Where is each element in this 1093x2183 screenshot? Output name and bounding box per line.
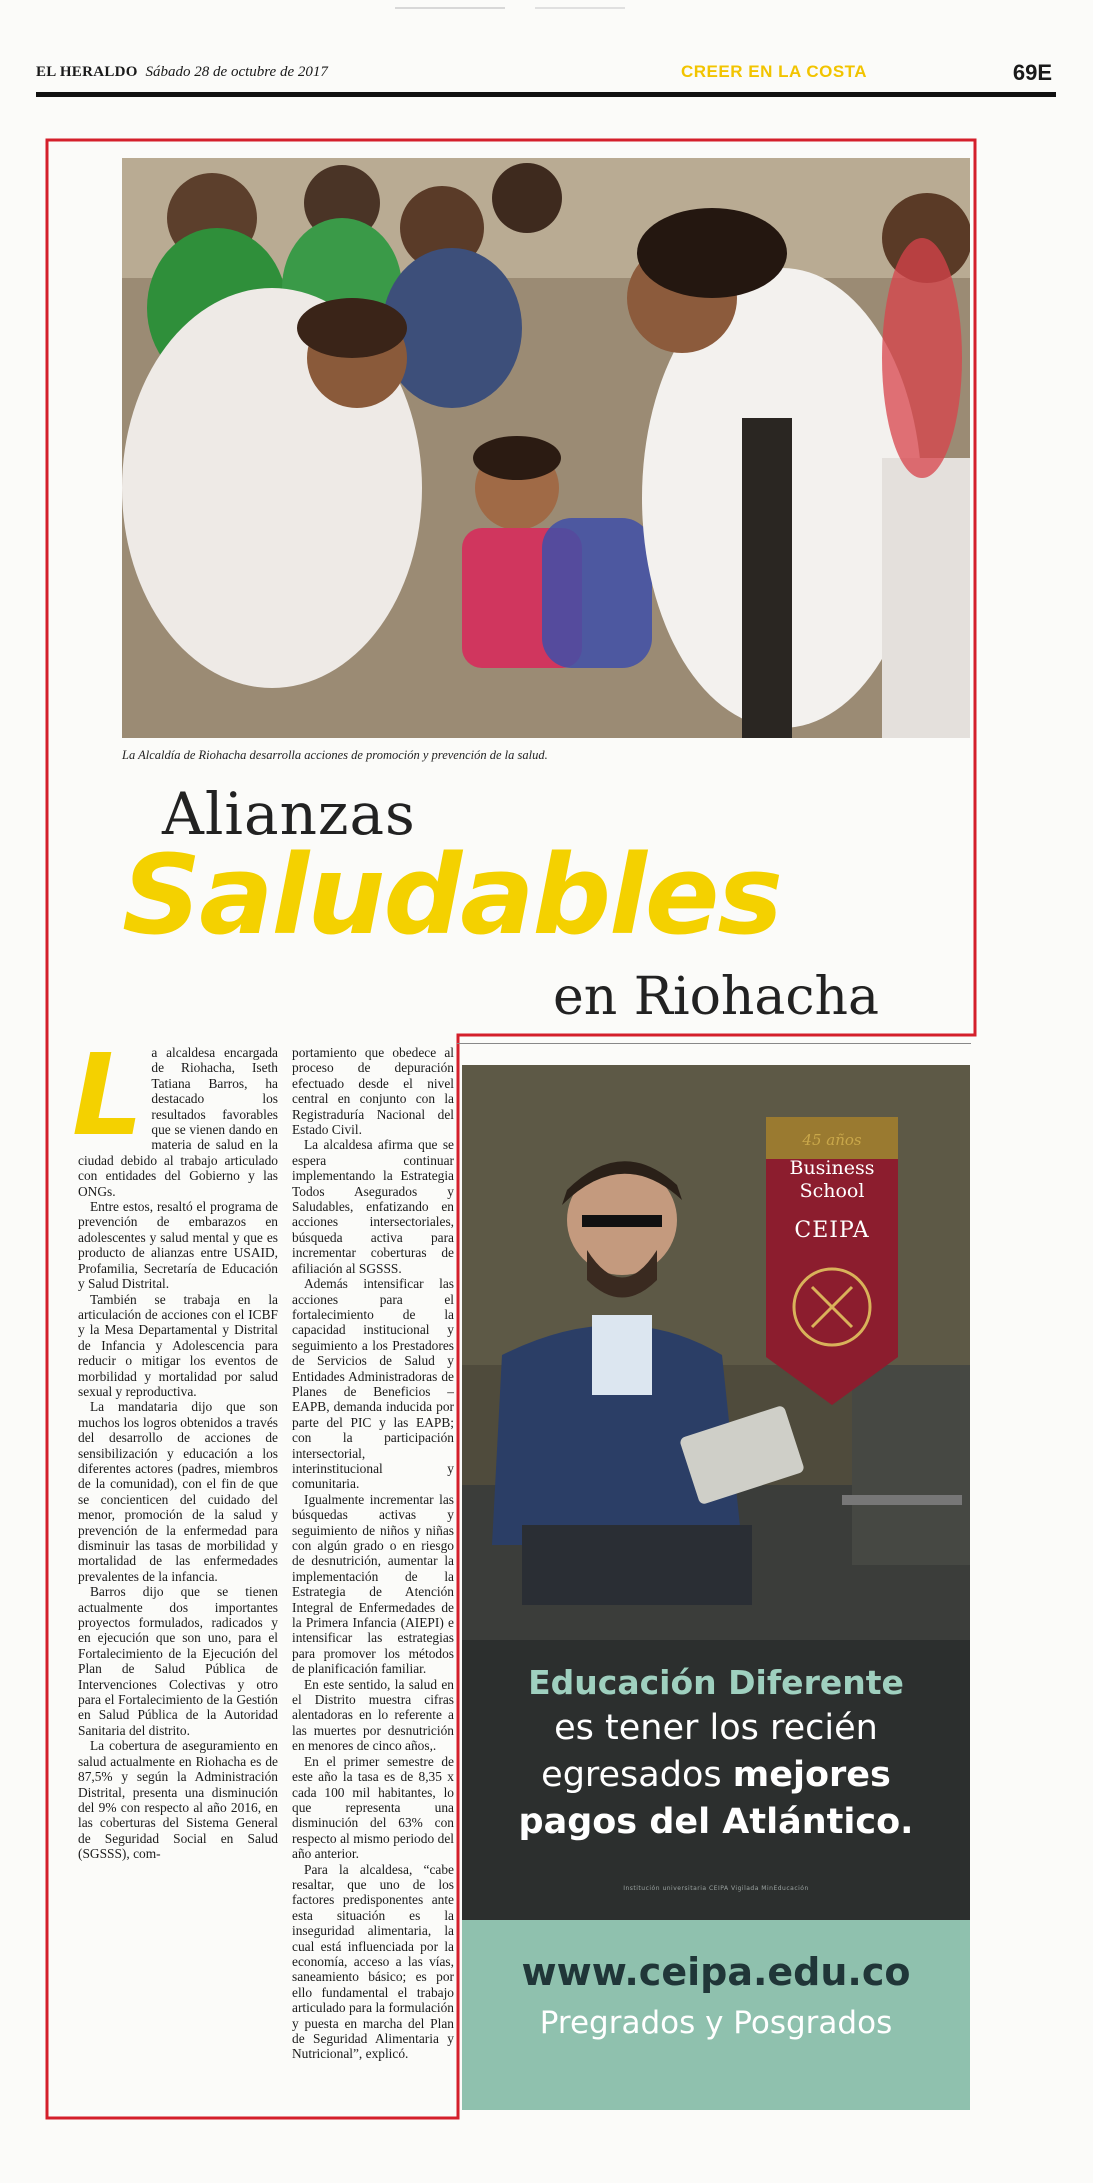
paragraph: portamiento que obedece al proceso de depuración efectuado desde el nivel central en conjunto con la Registraduría Nacional del Estado Civil.	[292, 1045, 454, 1138]
paragraph: Además intensificar las acciones para el fortalecimiento de la capacidad institucional y seguimiento a los Prestadores de Servicios de Salud y Entidades Administradoras de Planes de Beneficios – EAPB, demanda inducida por parte del PIC y las EAPB; con la participación intersectorial, interinstitucional y comunitaria.	[292, 1276, 454, 1492]
page-number: 69E	[1012, 60, 1052, 85]
header-rule	[36, 92, 1056, 97]
article-column-2	[292, 1045, 454, 2062]
ad-line-3-bold: mejores	[732, 1755, 891, 1795]
masthead	[36, 64, 328, 81]
article-photo	[122, 158, 970, 738]
ad-line-3-regular: egresados	[541, 1755, 733, 1795]
paragraph: La alcaldesa afirma que se espera continuar implementando la Estrategia Todos Asegurados y Saludables, enfatizando en acciones intersectoriales, búsqueda activa para incrementar coberturas de afiliación al SGSSS.	[292, 1137, 454, 1276]
scan-artifact	[395, 6, 695, 12]
headline-line-3: en Riohacha	[553, 967, 879, 1027]
paragraph: También se trabaja en la articulación de acciones con el ICBF y la Mesa Departamental y Distrital de Infancia y Adolescencia para reducir o mitigar los eventos de morbilidad y mortalidad por salud sexual y reproductiva.	[78, 1291, 278, 1399]
ceipa-logo-badge	[764, 1107, 900, 1407]
paragraph: La cobertura de aseguramiento en salud actualmente en Riohacha es de 87,5% y según la Administración Distrital, presenta una disminución del 9% con respecto al año 2016, en las coberturas del Sistema General de Seguridad Social en Salud (SGSSS), com-	[78, 1738, 278, 1862]
badge-business-school	[764, 1157, 900, 1203]
article-column-1	[72, 1031, 278, 1862]
headline-line-1: Alianzas	[162, 780, 416, 848]
paragraph: Entre estos, resaltó el programa de prevención de embarazos en adolescentes y salud mental y que es producto de alianzas entre USAID, Profamilia, Secretaría de Educación y Salud Distrital.	[78, 1199, 278, 1292]
ad-programs: Pregrados y Posgrados	[539, 2005, 893, 2041]
badge-line-2: School	[799, 1180, 865, 1202]
paragraph: Barros dijo que se tienen actualmente dos importantes proyectos formulados, radicados y en ejecución que son uno, para el Fortalecimiento de la Ejecución del Plan de Salud Pública de Intervenciones Colectivas y otro para el Fortalecimiento de la Gestión en Salud Pública de la Autoridad Sanitaria del distrito.	[78, 1584, 278, 1738]
paragraph: La mandataria dijo que son muchos los logros obtenidos a través del desarrollo de acciones de sensibilización y educación a los diferentes actores (padres, miembros de la comunidad), con el fin de que se concienticen del cuidado del menor, promoción de la salud y prevención de la enfermedad para disminuir las tasas de morbilidad y mortalidad de las enfermedades prevalentes de la infancia.	[78, 1399, 278, 1584]
section-name: CREER EN LA COSTA	[681, 62, 868, 81]
issue-date: Sábado 28 de octubre de 2017	[145, 64, 328, 80]
drop-cap: L	[72, 1031, 144, 1161]
badge-brand: CEIPA	[794, 1218, 870, 1243]
photo-caption: La Alcaldía de Riohacha desarrolla acciones de promoción y prevención de la salud.	[122, 748, 548, 762]
headline-line-2: Saludables	[122, 831, 781, 959]
ceipa-advertisement	[462, 1065, 970, 2110]
divider	[457, 1043, 971, 1044]
ad-line-3	[462, 1755, 970, 1795]
paragraph: Para la alcaldesa, “cabe resaltar, que uno de los factores predisponentes ante esta situación es la inseguridad alimentaria, la cual está influenciada por la economía, acceso a las vías, saneamiento básico; es por ello fundamental el trabajo articulado para la formulación y puesta en marcha del Plan de Seguridad Alimentaria y Nutricional”, explicó.	[292, 1861, 454, 2062]
ad-line-2: es tener los recién	[554, 1708, 878, 1748]
badge-years: 45 años	[802, 1131, 862, 1149]
badge-line-1: Business	[789, 1157, 875, 1179]
page-header	[36, 60, 1056, 86]
newspaper-name: EL HERALDO	[36, 64, 138, 80]
ad-line-4: pagos del Atlántico.	[518, 1802, 914, 1842]
paragraph: a alcaldesa encargada de Riohacha, Iseth Tatiana Barros, ha destacado los resultados favorables que se vienen dando en materia de salud en la ciudad debido al trabajo articulado con entidades del Gobierno y las ONGs.	[78, 1045, 278, 1199]
paragraph: Igualmente incrementar las búsquedas activas y seguimiento de niños y niñas con algún grado o en riesgo de desnutrición, aumentar la implementación de la Estrategia de Atención Integral de Enfermedades de la Primera Infancia (AIEPI) e intensificar las estrategias para promover los métodos de planificación familiar.	[292, 1491, 454, 1677]
paragraph: En el primer semestre de este año la tasa es de 8,35 x cada 100 mil habitantes, lo que representa una disminución del 63% con respecto al mismo periodo del año anterior.	[292, 1753, 454, 1862]
paragraph: En este sentido, la salud en el Distrito muestra cifras alentadoras en lo referente a las muertes por desnutrición en menores de cinco años,.	[292, 1676, 454, 1754]
ad-fine-print: Institución universitaria CEIPA Vigilada MinEducación	[623, 1885, 809, 1892]
ad-headline: Educación Diferente	[528, 1663, 904, 1702]
ad-website: www.ceipa.edu.co	[521, 1950, 911, 1994]
